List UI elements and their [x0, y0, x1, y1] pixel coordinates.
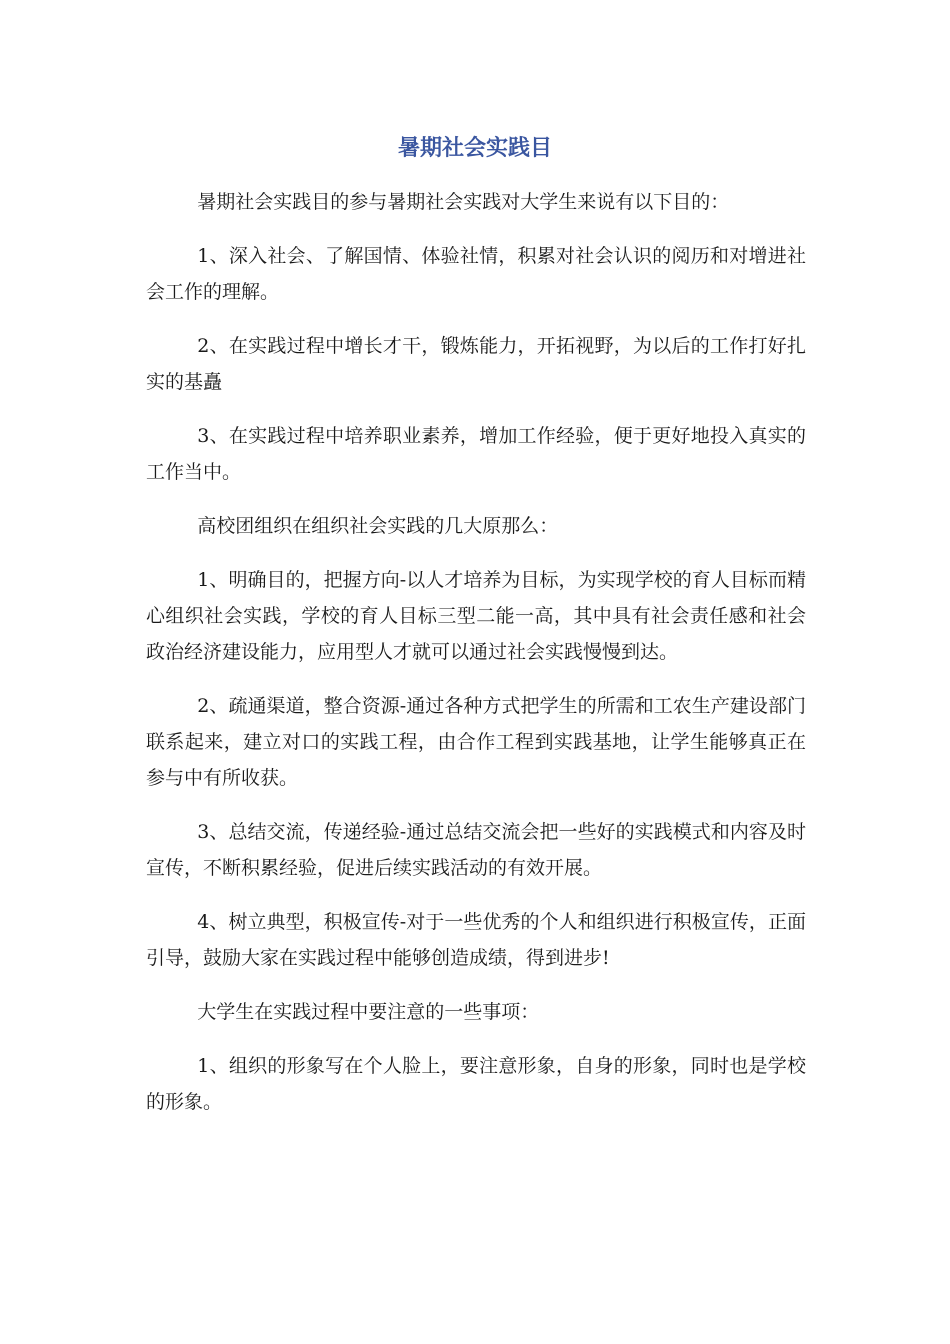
paragraph-principle-2: 2、疏通渠道，整合资源-通过各种方式把学生的所需和工农生产建设部门联系起来，建立对口的实践工程，由合作工程到实践基地，让学生能够真正在参与中有所收获。 — [146, 695, 806, 789]
paragraph-intro: 暑期社会实践目的参与暑期社会实践对大学生来说有以下目的： — [197, 191, 730, 213]
paragraph-purpose-1: 1、深入社会、了解国情、体验社情，积累对社会认识的阅历和对增进社会工作的理解。 — [146, 245, 806, 303]
paragraph-note-1: 1、组织的形象写在个人脸上，要注意形象，自身的形象，同时也是学校的形象。 — [146, 1055, 806, 1113]
paragraph-notes-heading: 大学生在实践过程中要注意的一些事项： — [197, 1001, 540, 1023]
document-body — [146, 184, 806, 1138]
paragraph-principle-1: 1、明确目的，把握方向-以人才培养为目标，为实现学校的育人目标而精心组织社会实践，学校的育人目标三型二能一高，其中具有社会责任感和社会政治经济建设能力，应用型人才就可以通过社会实践慢慢到达。 — [146, 569, 806, 663]
paragraph-purpose-2: 2、在实践过程中增长才干，锻炼能力，开拓视野，为以后的工作打好扎实的基矗 — [146, 335, 806, 393]
paragraph-purpose-3: 3、在实践过程中培养职业素养，增加工作经验，便于更好地投入真实的工作当中。 — [146, 425, 806, 483]
paragraph-principles-heading: 高校团组织在组织社会实践的几大原那么： — [197, 515, 559, 537]
paragraph-principle-4: 4、树立典型，积极宣传-对于一些优秀的个人和组织进行积极宣传，正面引导，鼓励大家在实践过程中能够创造成绩，得到进步! — [146, 911, 806, 969]
paragraph-principle-3: 3、总结交流，传递经验-通过总结交流会把一些好的实践模式和内容及时宣传，不断积累经验，促进后续实践活动的有效开展。 — [146, 821, 806, 879]
document-title: 暑期社会实践目 — [397, 136, 552, 161]
